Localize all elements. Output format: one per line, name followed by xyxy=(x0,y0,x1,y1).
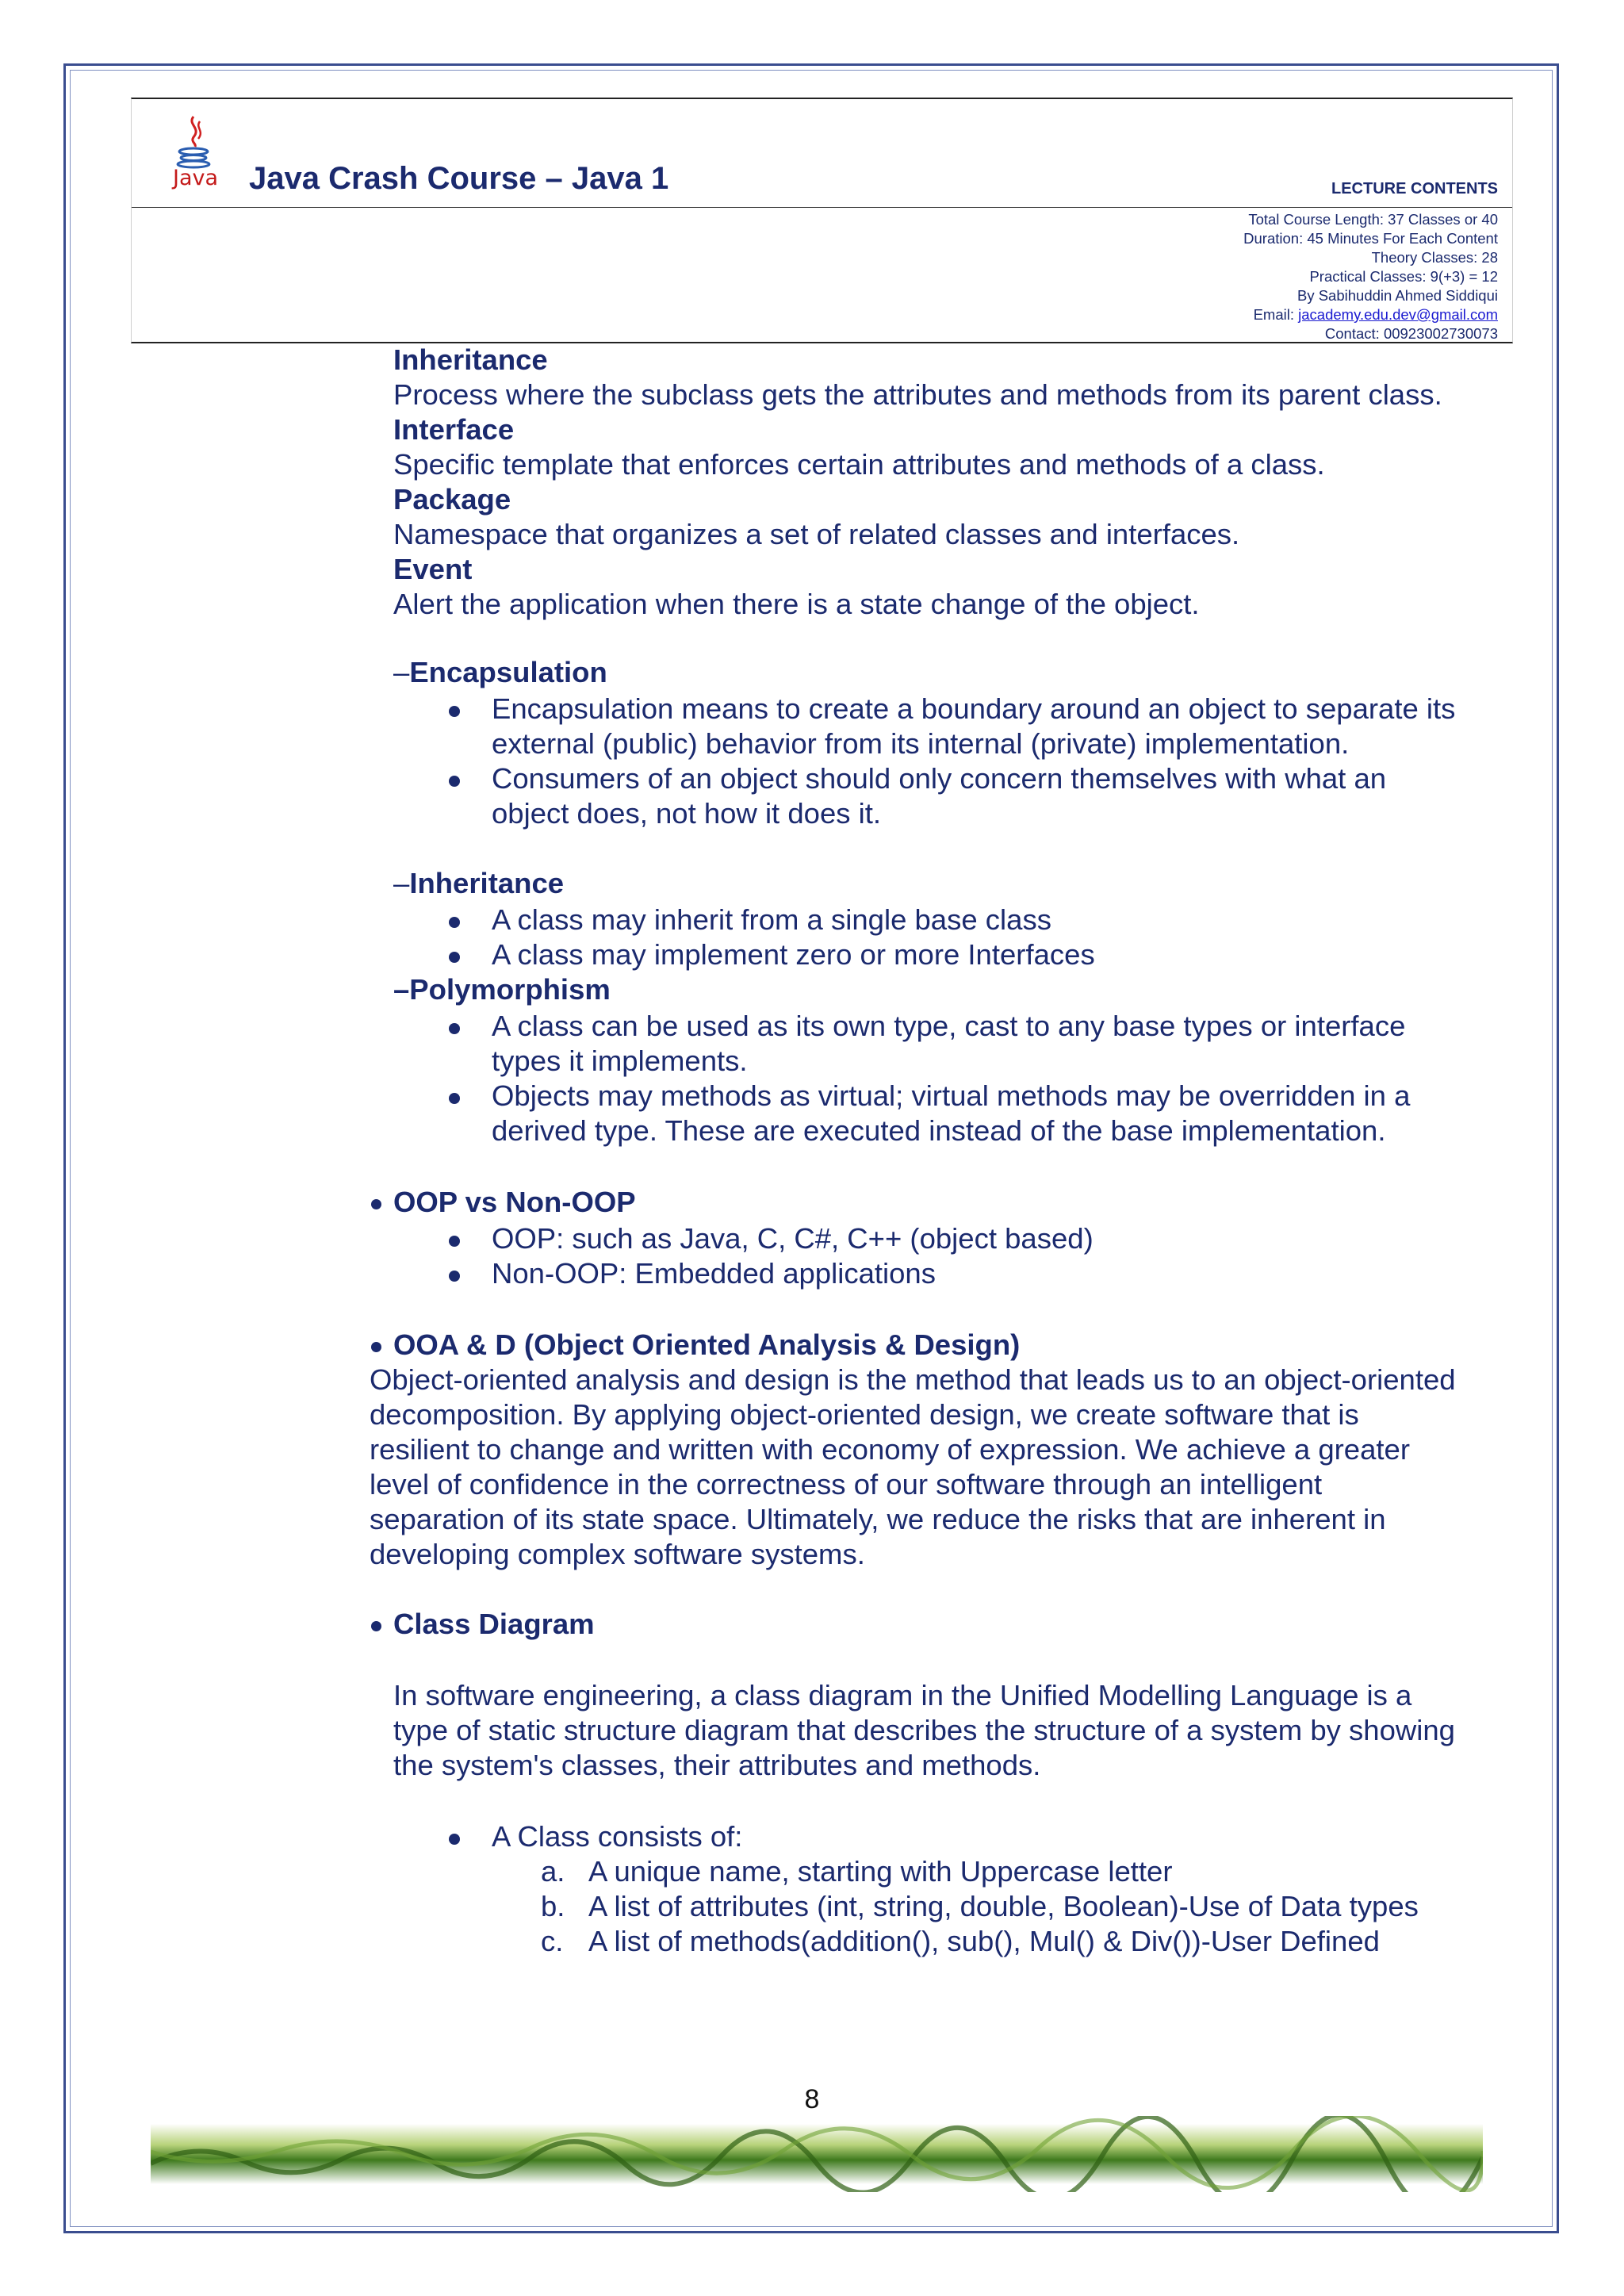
meta-email-row xyxy=(1243,305,1498,324)
email-link[interactable]: jacademy.edu.dev@gmail.com xyxy=(1298,306,1498,323)
encapsulation-point-1-line-2: external (public) behavior from its internal (private) implementation. xyxy=(492,727,1350,760)
term-title-event: Event xyxy=(393,553,473,585)
inheritance-title: Inheritance xyxy=(409,867,565,899)
header-divider xyxy=(132,207,1512,208)
bullet-icon xyxy=(449,1023,460,1034)
lecture-contents-label: LECTURE CONTENTS xyxy=(1331,180,1498,197)
class-item-marker-b: b. xyxy=(541,1890,565,1922)
class-item-marker-c: c. xyxy=(541,1925,564,1957)
ooad-line-5: separation of its state space. Ultimately, we reduce the risks that are inherent in xyxy=(370,1503,1386,1535)
meta-theory-classes: Theory Classes: 28 xyxy=(1371,249,1498,266)
encapsulation-dash: – xyxy=(393,656,410,688)
class-item-c: A list of methods(addition(), sub(), Mul() & Div())-User Defined xyxy=(588,1925,1380,1957)
oop-point-2: Non-OOP: Embedded applications xyxy=(492,1257,936,1290)
course-title: Java Crash Course – Java 1 xyxy=(249,161,669,196)
term-desc-event: Alert the application when there is a state change of the object. xyxy=(393,588,1200,620)
class-item-a: A unique name, starting with Uppercase letter xyxy=(588,1855,1173,1888)
encapsulation-point-1-line-1: Encapsulation means to create a boundary around an object to separate its xyxy=(492,692,1456,725)
polymorphism-point-2-line-1: Objects may methods as virtual; virtual methods may be overridden in a xyxy=(492,1079,1411,1112)
meta-author: By Sabihuddin Ahmed Siddiqui xyxy=(1297,287,1498,304)
class-item-b: A list of attributes (int, string, double, Boolean)-Use of Data types xyxy=(588,1890,1419,1922)
ooad-line-2: decomposition. By applying object-oriented design, we create software that is xyxy=(370,1398,1359,1431)
page-number: 8 xyxy=(804,2084,820,2114)
polymorphism-point-1-line-2: types it implements. xyxy=(492,1045,748,1077)
ooad-title: OOA & D (Object Oriented Analysis & Design) xyxy=(393,1328,1021,1361)
ooad-line-4: level of confidence in the correctness of our software through an intelligent xyxy=(370,1468,1323,1501)
grass-footer-image xyxy=(151,2116,1483,2192)
term-desc-inheritance: Process where the subclass gets the attributes and methods from its parent class. xyxy=(393,378,1442,411)
class-consists-label: A Class consists of: xyxy=(492,1820,743,1853)
term-title-interface: Interface xyxy=(393,413,515,446)
class-item-marker-a: a. xyxy=(541,1855,565,1888)
encapsulation-title: Encapsulation xyxy=(409,656,607,688)
meta-duration: Duration: 45 Minutes For Each Content xyxy=(1243,230,1498,247)
course-meta xyxy=(1243,210,1498,343)
bullet-icon xyxy=(449,917,460,928)
bullet-icon xyxy=(371,1342,381,1352)
class-diagram-line-1: In software engineering, a class diagram in the Unified Modelling Language is a xyxy=(393,1679,1412,1711)
class-diagram-title: Class Diagram xyxy=(393,1608,595,1640)
oop-vs-nonoop-title: OOP vs Non-OOP xyxy=(393,1186,636,1218)
encapsulation-heading xyxy=(393,655,607,690)
inheritance-heading xyxy=(393,866,564,901)
term-title-package: Package xyxy=(393,483,511,516)
bullet-icon xyxy=(449,1236,460,1247)
inheritance-dash: – xyxy=(393,867,410,899)
document-header xyxy=(131,98,1513,343)
term-desc-package: Namespace that organizes a set of related classes and interfaces. xyxy=(393,518,1240,550)
encapsulation-point-2-line-2: object does, not how it does it. xyxy=(492,797,882,830)
bullet-icon xyxy=(449,776,460,787)
inheritance-point-2: A class may implement zero or more Interfaces xyxy=(492,938,1095,971)
term-desc-interface: Specific template that enforces certain attributes and methods of a class. xyxy=(393,448,1325,481)
bullet-icon xyxy=(449,1271,460,1282)
polymorphism-point-2-line-2: derived type. These are executed instead of the base implementation. xyxy=(492,1114,1386,1147)
meta-contact: Contact: 00923002730073 xyxy=(1324,325,1498,342)
meta-email-label: Email: xyxy=(1253,306,1299,323)
oop-point-1: OOP: such as Java, C, C#, C++ (object based) xyxy=(492,1222,1094,1255)
polymorphism-title: –Polymorphism xyxy=(393,973,611,1006)
bullet-icon xyxy=(449,952,460,963)
bullet-icon xyxy=(449,706,460,717)
bullet-icon xyxy=(371,1621,381,1631)
java-logo-text: Java xyxy=(173,166,219,190)
class-diagram-line-2: type of static structure diagram that describes the structure of a system by showing xyxy=(393,1714,1455,1746)
ooad-line-1: Object-oriented analysis and design is the method that leads us to an object-oriented xyxy=(370,1363,1456,1396)
term-title-inheritance: Inheritance xyxy=(393,343,548,376)
inheritance-point-1: A class may inherit from a single base class xyxy=(492,903,1051,936)
polymorphism-point-1-line-1: A class can be used as its own type, cast to any base types or interface xyxy=(492,1010,1406,1042)
meta-course-length: Total Course Length: 37 Classes or 40 xyxy=(1248,211,1498,228)
ooad-line-6: developing complex software systems. xyxy=(370,1538,865,1570)
encapsulation-point-2-line-1: Consumers of an object should only concern themselves with what an xyxy=(492,762,1387,795)
bullet-icon xyxy=(449,1834,460,1845)
ooad-line-3: resilient to change and written with economy of expression. We achieve a greater xyxy=(370,1433,1411,1466)
bullet-icon xyxy=(371,1199,381,1209)
class-diagram-line-3: the system's classes, their attributes and methods. xyxy=(393,1749,1041,1781)
meta-practical-classes: Practical Classes: 9(+3) = 12 xyxy=(1309,268,1498,285)
bullet-icon xyxy=(449,1093,460,1104)
